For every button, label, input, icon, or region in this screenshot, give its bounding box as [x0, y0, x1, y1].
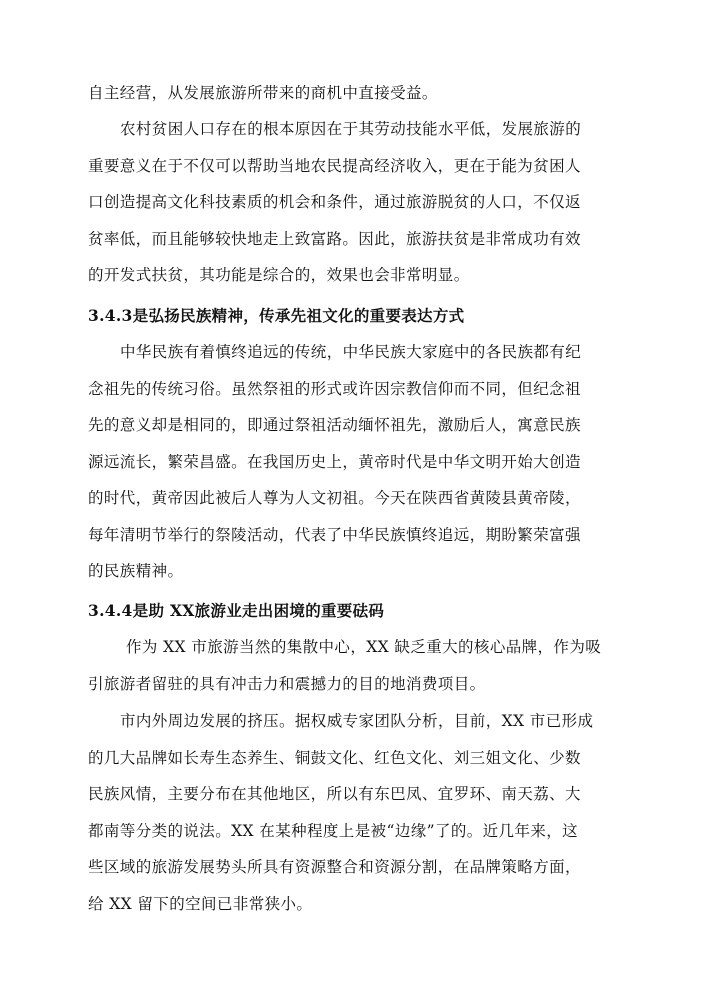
text-line: 的几大品牌如长寿生态养生、铜鼓文化、红色文化、刘三姐文化、少数	[88, 748, 581, 767]
section-heading-3-4-4: 3.4.4是助 XX旅游业走出困境的重要砝码	[88, 601, 385, 620]
text-line: 民族风情，主要分布在其他地区，所以有东巴凤、宜罗环、南天荔、大	[88, 785, 581, 803]
paragraph-core-brand	[88, 629, 608, 702]
text-line: 每年清明节举行的祭陵活动，代表了中华民族慎终追远，期盼繁荣富强	[88, 525, 581, 544]
text-line: 的民族精神。	[88, 562, 184, 580]
section-heading-3-4-3: 3.4.3是弘扬民族精神，传承先祖文化的重要表达方式	[88, 306, 465, 325]
text-line: 口创造提高文化科技素质的机会和条件，通过旅游脱贫的人口，不仅返	[88, 193, 581, 211]
text-line: 引旅游者留驻的具有冲击力和震撼力的目的地消费项目。	[88, 674, 486, 693]
paragraph-regional-pressure	[88, 703, 608, 922]
text-line: 市内外周边发展的挤压。据权威专家团队分析，目前，XX 市已形成	[120, 712, 594, 730]
text-line: 源远流长，繁荣昌盛。在我国历史上，黄帝时代是中华文明开始大创造	[88, 452, 581, 471]
text-line: 中华民族有着慎终追远的传统，中华民族大家庭中的各民族都有纪	[120, 343, 582, 361]
text-line: 贫率低，而且能够较快地走上致富路。因此，旅游扶贫是非常成功有效	[88, 229, 581, 248]
text-line: 自主经营，从发展旅游所带来的商机中直接受益。	[88, 84, 438, 102]
text-line: 些区域的旅游发展势头所具有资源整合和资源分割，在品牌策略方面，	[88, 858, 581, 876]
text-line: 作为 XX 市旅游当然的集散中心，XX 缺乏重大的核心品牌，作为吸	[126, 638, 602, 656]
text-line: 的时代，黄帝因此被后人尊为人文初祖。今天在陕西省黄陵县黄帝陵，	[88, 489, 581, 507]
text-line: 都南等分类的说法。XX 在某种程度上是被“边缘”了的。近几年来，这	[88, 821, 579, 840]
paragraph-rural-poverty	[88, 111, 608, 294]
paragraph-intro-tail	[88, 75, 608, 112]
text-line: 给 XX 留下的空间已非常狭小。	[88, 894, 313, 913]
text-line: 的开发式扶贫，其功能是综合的，效果也会非常明显。	[88, 266, 470, 284]
text-line: 先的意义却是相同的，即通过祭祖活动缅怀祖先，激励后人，寓意民族	[88, 416, 581, 434]
paragraph-ancestors	[88, 334, 608, 590]
text-line: 念祖先的传统习俗。虽然祭祖的形式或许因宗教信仰而不同，但纪念祖	[88, 379, 581, 398]
text-line: 重要意义在于不仅可以帮助当地农民提高经济收入，更在于能为贫困人	[88, 156, 581, 175]
text-line: 农村贫困人口存在的根本原因在于其劳动技能水平低，发展旅游的	[120, 120, 582, 138]
